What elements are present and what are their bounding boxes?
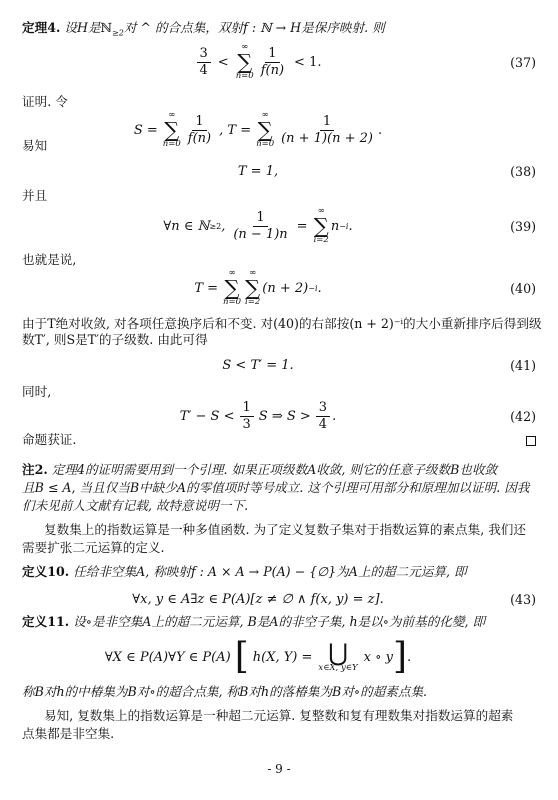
meanwhile: 同时,	[22, 384, 52, 399]
theorem-4-N-sub: ≥2	[112, 28, 124, 38]
proof-intro: 证明. 令	[22, 94, 68, 109]
equation-definition-11: ∀X ∈ P(A)∀Y ∈ P(A) [ h(X, Y) = ⋃ x∈X, y∈Y x ∘ y ] .	[104, 636, 412, 677]
theorem-4-H: H	[76, 20, 88, 35]
theorem-4-text-d: 是保序映射. 则	[301, 20, 385, 35]
eq39-sum: ∞ ∑ i=2	[313, 206, 329, 245]
eq-T-lhs: , T =	[219, 122, 252, 138]
paragraph-1-line-2: 数T′, 则S是T′的子级数. 由此可得	[22, 332, 208, 347]
eq37-sum: ∞ ∑ n=0	[235, 42, 254, 81]
eq37-fraction: 1 f(n)	[260, 45, 285, 78]
page-number: - 9 -	[267, 762, 291, 776]
equation-number-41: (41)	[510, 357, 536, 373]
definition-11-label: 定义11.	[22, 614, 70, 629]
equation-38: T = 1, (38)	[237, 163, 536, 179]
definition-11: 定义11. 设∘是非空集A上的超二元运算, B是A的非空子集, h是以∘为前基的化變, 即	[22, 614, 486, 629]
eq37-fraction-3-4: 3 4	[197, 47, 211, 78]
definition-11-conclusion: 称B对h的中椿集为B对∘的超合点集, 称B对h的落椿集为B对∘的超素点集.	[22, 684, 428, 699]
that-is-to-say: 也就是说,	[22, 252, 77, 267]
theorem-4-label: 定理4.	[22, 20, 61, 35]
equation-number-40: (40)	[510, 280, 536, 296]
and-also: 并且	[22, 188, 48, 203]
equation-S-T: S = ∞ ∑ n=0 1 f(n) , T = ∞ ∑ n=0 1 (n + 1)(n + 2) .	[133, 110, 383, 149]
eq42-fraction-1-3: 1 3	[240, 401, 254, 432]
paragraph-2-line-2: 需要扩张二元运算的定义.	[22, 540, 165, 555]
eq40-sum-i: ∞ ∑ i=2	[245, 268, 261, 307]
note-2-line-3: 们未见前人文献有记载, 故特意说明一下.	[22, 498, 249, 513]
theorem-4-text-c: 对 ^ 的合点集，双射	[123, 20, 244, 35]
note-2-line-2: 且B ≤ A, 当且仅当B中缺少A的零值项时等号成立. 这个引理可用部分和原理加以证明. 因我	[22, 480, 530, 495]
equation-number-39: (39)	[510, 218, 536, 234]
proof-end: 命题获证.	[22, 432, 77, 447]
equation-number-38: (38)	[510, 163, 536, 179]
equation-number-42: (42)	[510, 408, 536, 424]
theorem-4-f: f : ℕ → H	[243, 20, 302, 35]
big-union: ⋃ x∈X, y∈Y	[318, 638, 358, 673]
eq-T-fraction: 1 (n + 1)(n + 2)	[281, 113, 373, 146]
theorem-4-statement	[22, 20, 536, 42]
note-2-label: 注2.	[22, 462, 48, 477]
equation-41: S < T′ = 1. (41)	[222, 357, 536, 373]
paragraph-3-line-1: 易知, 复数集上的指数运算是一种超二元运算. 复整数和复有理数集对指数运算的超素	[44, 708, 514, 723]
eq-S-lhs: S =	[133, 122, 158, 138]
eq42-fraction-3-4: 3 4	[316, 401, 330, 432]
definition-10: 定义10. 任给非空集A, 称映射f : A × A → P(A) − {∅}为A上的超二元运算, 即	[22, 564, 467, 579]
equation-43: ∀x, y ∈ A∃z ∈ P(A)[z ≠ ∅ ∧ f(x, y) = z]. (43)	[132, 591, 536, 607]
easy-to-know: 易知	[22, 138, 48, 153]
paragraph-2-line-1: 复数集上的指数运算是一种多值函数. 为了定义复数子集对于指数运算的素点集, 我们还	[44, 522, 526, 537]
equation-number-37: (37)	[510, 54, 536, 70]
equation-37	[22, 40, 536, 84]
theorem-4-N: ℕ	[100, 20, 113, 35]
theorem-4-text-a: 设	[64, 20, 77, 35]
definition-10-label: 定义10.	[22, 564, 70, 579]
eq-S-sum: ∞ ∑ n=0	[162, 110, 181, 149]
equation-42: T′ − S < 1 3 S ⇒ S > 3 4 . (42)	[179, 399, 536, 432]
eq40-sum-n: ∞ ∑ n=0	[223, 268, 242, 307]
eq37-less-than: <	[217, 54, 229, 70]
eq-T-sum: ∞ ∑ n=0	[256, 110, 275, 149]
qed-square-icon	[526, 436, 536, 446]
equation-number-43: (43)	[510, 591, 536, 607]
eq-S-fraction: 1 f(n)	[187, 113, 212, 146]
note-2-line-1: 注2. 定理4的证明需要用到一个引理. 如果正项级数A收敛, 则它的任意子级数B也收敛	[22, 462, 498, 477]
equation-39: ∀n ∈ ℕ ≥2 , $\frac{1}{(n - 1)n}$ = ∞ ∑ i=2 n −i . (39)	[163, 206, 536, 245]
theorem-4-text-b: 是	[87, 20, 101, 35]
eq37-rhs: < 1.	[294, 54, 322, 70]
paragraph-3-line-2: 点集都是非空集.	[22, 726, 115, 741]
paragraph-1-line-1: 由于T绝对收敛, 对各项任意换序后和不变. 对(40)的右部按(n + 2)⁻ⁱ的大小重新排序后得到级	[22, 316, 542, 331]
equation-40: T = ∞ ∑ n=0 ∞ ∑ i=2 (n + 2) −i . (40)	[194, 268, 536, 307]
eq39-fraction: $\frac{1}{(n - 1)n}$	[233, 209, 288, 242]
